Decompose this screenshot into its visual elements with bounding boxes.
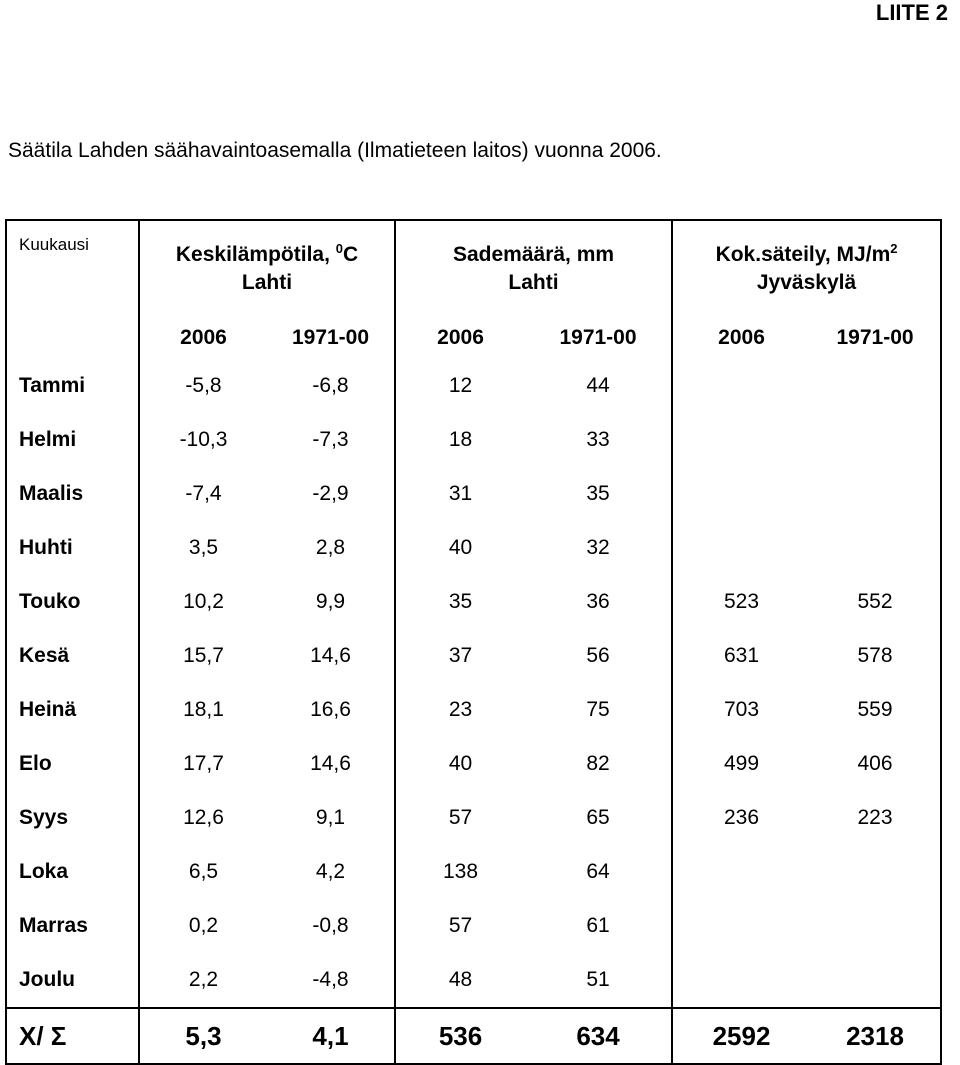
- total-cell: 2318: [810, 1008, 941, 1064]
- month-name: Heinä: [6, 683, 139, 737]
- table-caption: Säätila Lahden säähavaintoasemalla (Ilmatieteen laitos) vuonna 2006.: [8, 139, 662, 162]
- table-cell: -4,8: [267, 953, 395, 1008]
- month-name: Joulu: [6, 953, 139, 1008]
- year-header-blank: [6, 317, 139, 359]
- year-header: 2006: [672, 317, 810, 359]
- table-cell: 57: [395, 791, 525, 845]
- table-cell: 552: [810, 575, 941, 629]
- table-cell: 138: [395, 845, 525, 899]
- table-row: [6, 791, 941, 845]
- table-cell: 236: [672, 791, 810, 845]
- table-cell: [672, 359, 810, 413]
- table-row: [6, 953, 941, 1008]
- table-cell: 33: [525, 413, 672, 467]
- table-cell: [810, 359, 941, 413]
- month-name: Kesä: [6, 629, 139, 683]
- table-cell: 3,5: [139, 521, 267, 575]
- table-cell: 14,6: [267, 629, 395, 683]
- table-cell: 17,7: [139, 737, 267, 791]
- table-cell: [810, 899, 941, 953]
- table-cell: 15,7: [139, 629, 267, 683]
- table-cell: 703: [672, 683, 810, 737]
- table-cell: 0,2: [139, 899, 267, 953]
- table-cell: [810, 845, 941, 899]
- table-cell: 75: [525, 683, 672, 737]
- table-cell: 35: [395, 575, 525, 629]
- table-cell: [810, 521, 941, 575]
- table-cell: -6,8: [267, 359, 395, 413]
- temperature-header: [139, 220, 395, 317]
- table-cell: 56: [525, 629, 672, 683]
- table-cell: 9,1: [267, 791, 395, 845]
- table-cell: 31: [395, 467, 525, 521]
- radiation-header: [672, 220, 941, 317]
- table-row: [6, 737, 941, 791]
- table-row: [6, 845, 941, 899]
- table-cell: 48: [395, 953, 525, 1008]
- table-row: [6, 899, 941, 953]
- table-cell: 57: [395, 899, 525, 953]
- appendix-label: LIITE 2: [875, 0, 948, 25]
- rainfall-header: [395, 220, 672, 317]
- table-cell: -0,8: [267, 899, 395, 953]
- table-cell: 223: [810, 791, 941, 845]
- table-cell: 40: [395, 737, 525, 791]
- rainfall-place: Lahti: [508, 271, 559, 294]
- total-label: X/ Σ: [6, 1008, 139, 1064]
- table-cell: 61: [525, 899, 672, 953]
- radiation-unit-sup: 2: [890, 241, 898, 256]
- month-name: Tammi: [6, 359, 139, 413]
- table-cell: 44: [525, 359, 672, 413]
- table-cell: -2,9: [267, 467, 395, 521]
- table-cell: 2,2: [139, 953, 267, 1008]
- table-cell: 18,1: [139, 683, 267, 737]
- temperature-unit: C: [342, 243, 359, 266]
- table-cell: 35: [525, 467, 672, 521]
- rainfall-title: Sademäärä, mm: [452, 243, 615, 266]
- table-cell: 2,8: [267, 521, 395, 575]
- year-header: 2006: [139, 317, 267, 359]
- table-cell: 37: [395, 629, 525, 683]
- table-cell: 23: [395, 683, 525, 737]
- table-cell: 36: [525, 575, 672, 629]
- table-cell: -10,3: [139, 413, 267, 467]
- temperature-unit-sup: 0: [335, 241, 343, 256]
- table-cell: [810, 467, 941, 521]
- temperature-title: Keskilämpötila,: [175, 243, 336, 266]
- table-cell: 82: [525, 737, 672, 791]
- table-cell: 9,9: [267, 575, 395, 629]
- table-cell: 559: [810, 683, 941, 737]
- month-name: Maalis: [6, 467, 139, 521]
- month-name: Huhti: [6, 521, 139, 575]
- month-name: Syys: [6, 791, 139, 845]
- year-header-row: [6, 317, 941, 359]
- total-cell: 634: [525, 1008, 672, 1064]
- radiation-place: Jyväskylä: [756, 271, 857, 294]
- table-cell: 14,6: [267, 737, 395, 791]
- table-cell: 4,2: [267, 845, 395, 899]
- month-column-header: Kuukausi: [6, 220, 139, 317]
- table-cell: [672, 845, 810, 899]
- radiation-title: Kok.säteily, MJ/m: [715, 243, 891, 266]
- table-cell: [672, 413, 810, 467]
- table-cell: 10,2: [139, 575, 267, 629]
- table-cell: 12: [395, 359, 525, 413]
- year-header: 1971-00: [267, 317, 395, 359]
- table-cell: 631: [672, 629, 810, 683]
- table-cell: 64: [525, 845, 672, 899]
- total-cell: 5,3: [139, 1008, 267, 1064]
- table-cell: 51: [525, 953, 672, 1008]
- weather-table: [5, 219, 942, 1065]
- table-cell: 12,6: [139, 791, 267, 845]
- table-row: [6, 629, 941, 683]
- table-row: [6, 467, 941, 521]
- month-name: Helmi: [6, 413, 139, 467]
- month-name: Elo: [6, 737, 139, 791]
- year-header: 2006: [395, 317, 525, 359]
- table-cell: 406: [810, 737, 941, 791]
- table-cell: 18: [395, 413, 525, 467]
- table-cell: 578: [810, 629, 941, 683]
- temperature-place: Lahti: [241, 271, 293, 294]
- table-cell: [810, 413, 941, 467]
- table-cell: [672, 521, 810, 575]
- month-name: Marras: [6, 899, 139, 953]
- table-cell: 523: [672, 575, 810, 629]
- table-cell: 16,6: [267, 683, 395, 737]
- table-cell: -5,8: [139, 359, 267, 413]
- table-cell: 65: [525, 791, 672, 845]
- year-header: 1971-00: [525, 317, 672, 359]
- table-row: [6, 683, 941, 737]
- table-cell: 40: [395, 521, 525, 575]
- table-row: [6, 413, 941, 467]
- table-row: [6, 359, 941, 413]
- table-row: [6, 575, 941, 629]
- table-cell: [810, 953, 941, 1008]
- total-cell: 4,1: [267, 1008, 395, 1064]
- table-cell: -7,4: [139, 467, 267, 521]
- total-row: [6, 1008, 941, 1064]
- header-row: [6, 220, 941, 317]
- table-cell: 499: [672, 737, 810, 791]
- month-name: Loka: [6, 845, 139, 899]
- table-cell: [672, 953, 810, 1008]
- table-body: [6, 359, 941, 1008]
- table-row: [6, 521, 941, 575]
- month-name: Touko: [6, 575, 139, 629]
- table-cell: 6,5: [139, 845, 267, 899]
- table-cell: [672, 899, 810, 953]
- table-cell: -7,3: [267, 413, 395, 467]
- total-cell: 2592: [672, 1008, 810, 1064]
- table-cell: 32: [525, 521, 672, 575]
- year-header: 1971-00: [810, 317, 941, 359]
- total-cell: 536: [395, 1008, 525, 1064]
- table-cell: [672, 467, 810, 521]
